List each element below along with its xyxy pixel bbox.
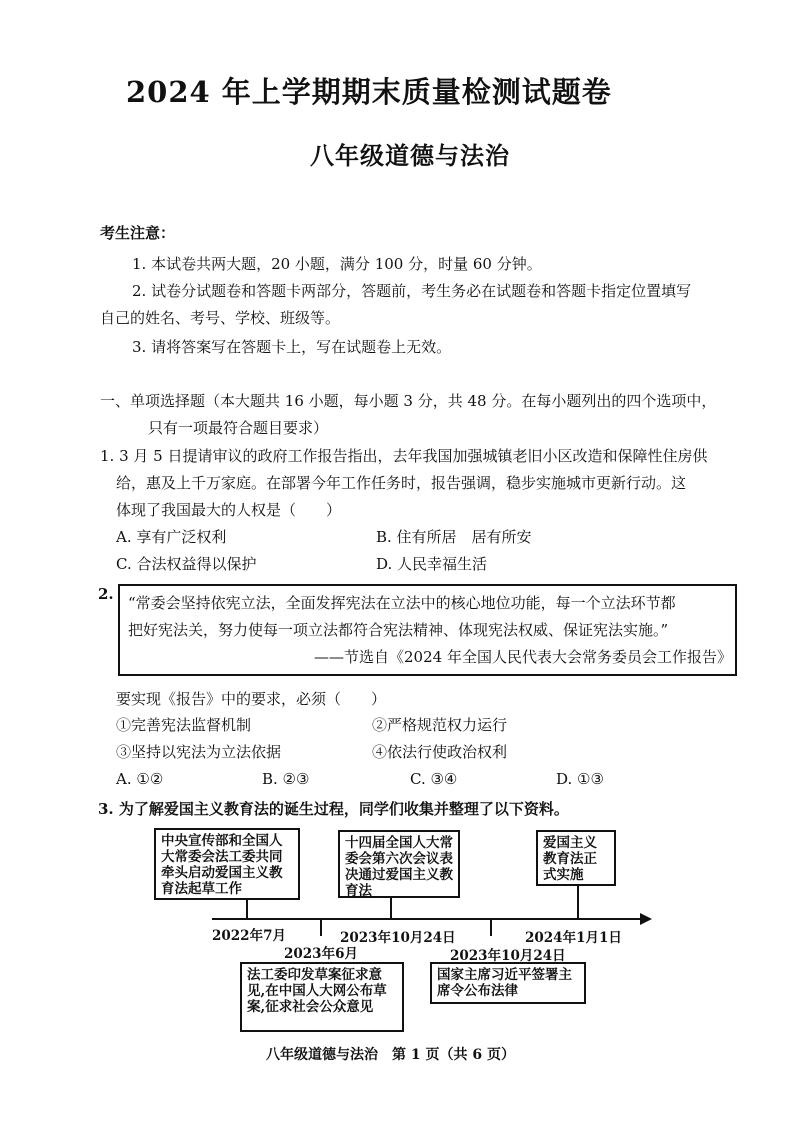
- q1-option-d: D. 人民幸福生活: [376, 555, 488, 573]
- timeline-tick: [246, 898, 248, 920]
- q2-option-a: A. ①②: [116, 770, 164, 788]
- q1-option-a: A. 享有广泛权利: [116, 528, 227, 546]
- q1-stem: 体现了我国最大的人权是（ ）: [116, 501, 342, 519]
- notice-item: 自己的姓名、考号、学校、班级等。: [100, 309, 341, 327]
- q2-option-c: C. ③④: [410, 770, 458, 788]
- q2-statement: ③坚持以宪法为立法依据: [116, 743, 282, 761]
- timeline-event-box: 中央宣传部和全国人大常委会法工委共同牵头启动爱国主义教育法起草工作: [154, 828, 300, 900]
- timeline-tick: [577, 886, 579, 920]
- q2-stem: 要实现《报告》中的要求，必须（ ）: [116, 690, 387, 708]
- notice-heading: 考生注意：: [100, 224, 176, 242]
- q2-option-d: D. ①③: [556, 770, 604, 788]
- timeline-date: 2024年1月1日: [525, 930, 622, 946]
- timeline-event-box: 法工委印发草案征求意见,在中国人大网公布草案,征求社会公众意见: [240, 962, 404, 1032]
- q1-stem: 给，惠及上千万家庭。在部署今年工作任务时，报告强调，稳步实施城市更新行动。这: [116, 474, 687, 492]
- timeline-date: 2023年6月: [284, 946, 358, 962]
- q2-statement: ②严格规范权力运行: [372, 716, 508, 734]
- timeline-tick: [390, 898, 392, 920]
- timeline-axis: [212, 918, 642, 920]
- timeline-event-box: 爱国主义教育法正式实施: [536, 830, 616, 886]
- timeline-date: 2023年10月24日: [340, 930, 456, 946]
- timeline-date: 2023年10月24日: [450, 948, 566, 964]
- timeline-arrow-icon: [640, 913, 652, 925]
- notice-item: 1. 本试卷共两大题，20 小题，满分 100 分，时量 60 分钟。: [132, 255, 542, 273]
- q2-number: 2.: [98, 585, 114, 603]
- notice-item: 2. 试卷分试题卷和答题卡两部分，答题前，考生务必在试题卷和答题卡指定位置填写: [132, 282, 692, 300]
- exam-title: 2024 年上学期期末质量检测试题卷: [126, 75, 612, 109]
- subject-title: 八年级道德与法治: [310, 141, 510, 170]
- section-heading-cont: 只有一项最符合题目要求）: [148, 419, 329, 437]
- section-heading: 一、单项选择题（本大题共 16 小题，每小题 3 分，共 48 分。在每小题列出的四个选项中，: [100, 392, 717, 410]
- timeline-tick: [320, 918, 322, 936]
- timeline-tick: [490, 918, 492, 936]
- q2-statement: ①完善宪法监督机制: [116, 716, 252, 734]
- page-footer: 八年级道德与法治 第 1 页（共 6 页）: [266, 1047, 515, 1063]
- notice-item: 3. 请将答案写在答题卡上，写在试题卷上无效。: [132, 338, 452, 356]
- timeline-event-box: 十四届全国人大常委会第六次会议表决通过爱国主义教育法: [338, 830, 460, 898]
- q1-option-c: C. 合法权益得以保护: [116, 555, 257, 573]
- q2-source: ——节选自《2024 年全国人民代表大会常务委员会工作报告》: [314, 648, 732, 666]
- q1-stem: 1. 3 月 5 日提请审议的政府工作报告指出，去年我国加强城镇老旧小区改造和保障性住房供: [100, 447, 708, 465]
- q2-quote: 把好宪法关，努力使每一项立法都符合宪法精神、体现宪法权威、保证宪法实施。”: [128, 621, 669, 639]
- q1-option-b: B. 住有所居 居有所安: [376, 528, 532, 546]
- q2-statement: ④依法行使政治权利: [372, 743, 508, 761]
- timeline-date: 2022年7月: [212, 928, 286, 944]
- timeline-event-box: 国家主席习近平签署主席令公布法律: [430, 962, 586, 1004]
- q2-option-b: B. ②③: [262, 770, 310, 788]
- q2-quote: “常委会坚持依宪立法，全面发挥宪法在立法中的核心地位功能，每一个立法环节都: [128, 594, 676, 612]
- q3-stem: 3. 为了解爱国主义教育法的诞生过程，同学们收集并整理了以下资料。: [98, 800, 569, 818]
